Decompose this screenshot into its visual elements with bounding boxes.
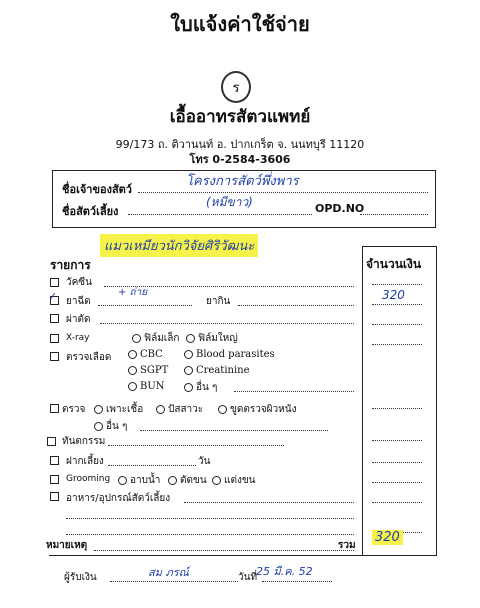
- sgpt-option: SGPT: [128, 365, 168, 376]
- other2-option: อื่น ๆ: [94, 419, 127, 434]
- amount-medicine: 320: [382, 288, 405, 302]
- exam-checkbox[interactable]: [50, 404, 59, 413]
- skin-option: ขูดตรวจผิวหนัง: [218, 402, 296, 417]
- clinic-address: 99/173 ถ. ติวานนท์ อ. ปากเกร็ต จ. นนทบุรี 11120: [115, 138, 365, 151]
- owner-label: ชื่อเจ้าของสัตว์: [62, 183, 132, 196]
- clinic-name: เอื้ออาทรสัตวแพทย์: [169, 107, 311, 127]
- surgery-label: ผ่าตัด: [66, 314, 91, 325]
- total-label: รวม: [338, 540, 356, 551]
- boarding-checkbox[interactable]: [50, 456, 59, 465]
- boarding-unit: วัน: [198, 456, 211, 467]
- surgery-checkbox[interactable]: [50, 314, 59, 323]
- exam-label: ตรวจ: [62, 404, 86, 415]
- food-checkbox[interactable]: [50, 492, 59, 501]
- document-title: ใบแจ้งค่าใช้จ่าย: [170, 12, 310, 36]
- clinic-phone: โทร 0-2584-3606: [189, 153, 291, 166]
- opd-line: [360, 214, 428, 215]
- oral-med-label: ยากิน: [206, 296, 231, 307]
- pet-label: ชื่อสัตว์เลี้ยง: [62, 205, 119, 218]
- film-small: ฟิล์มเล็ก: [132, 331, 179, 346]
- food-label: อาหาร/อุปกรณ์สัตว์เลี้ยง: [66, 493, 171, 504]
- owner-value: โครงการสัตว์พึ่งพาร: [186, 174, 299, 189]
- opd-label: OPD.NO: [315, 202, 365, 215]
- style-option: แต่งขน: [212, 473, 256, 488]
- logo-mark: ร: [232, 81, 240, 96]
- other1-option: อื่น ๆ: [184, 380, 217, 395]
- vaccine-label: วัคซีน: [66, 277, 92, 288]
- remark-label: หมายเหตุ: [46, 540, 88, 551]
- medicine-check-mark: ✓: [48, 290, 58, 303]
- film-large: ฟิล์มใหญ่: [186, 331, 238, 346]
- receiver-value: สม ภรณ์: [148, 566, 189, 579]
- cut-option: ตัดขน: [168, 473, 207, 488]
- pet-value: (หมีขาว): [206, 195, 253, 209]
- bath-option: อาบน้ำ: [118, 473, 160, 488]
- culture-option: เพาะเชื้อ: [94, 402, 143, 417]
- grooming-checkbox[interactable]: [50, 475, 59, 484]
- receiver-label: ผู้รับเงิน: [64, 572, 97, 583]
- dental-label: ทันตกรรม: [62, 436, 106, 447]
- grooming-label: Grooming: [66, 474, 111, 484]
- blood-parasites-option: Blood parasites: [184, 349, 275, 360]
- items-header: รายการ: [50, 258, 91, 272]
- amount-header: จำนวนเงิน: [366, 257, 422, 271]
- creatinine-option: Creatinine: [184, 365, 250, 376]
- xray-label: X-ray: [66, 333, 90, 343]
- date-label: วันที่: [238, 572, 258, 583]
- urine-option: ปัสสาวะ: [156, 402, 203, 417]
- owner-line: [138, 192, 428, 193]
- total-value: 320: [372, 530, 403, 545]
- xray-checkbox[interactable]: [50, 334, 59, 343]
- blood-checkbox[interactable]: [50, 352, 59, 361]
- vaccine-checkbox[interactable]: [50, 278, 59, 287]
- dental-checkbox[interactable]: [47, 437, 56, 446]
- medicine-note: + ถ่าย: [118, 287, 148, 298]
- pet-line: [128, 214, 312, 215]
- clinic-logo: [221, 71, 251, 103]
- bun-option: BUN: [128, 381, 165, 392]
- boarding-label: ฝากเลี้ยง: [66, 456, 104, 467]
- handwritten-note: แมวเหมียวนักวิจัยศิริวัฒนะ: [100, 234, 258, 257]
- cbc-option: CBC: [128, 349, 163, 360]
- date-value: 25 มี.ค. 52: [256, 565, 313, 578]
- medicine-label: ยาฉีด: [66, 296, 91, 307]
- blood-label: ตรวจเลือด: [66, 352, 112, 363]
- total-rule: [49, 555, 433, 556]
